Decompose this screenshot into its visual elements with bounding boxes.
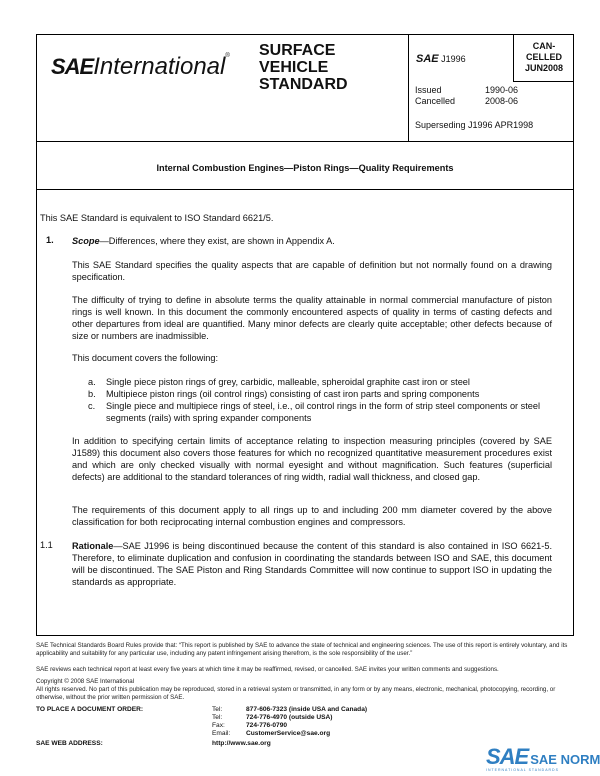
web-address-link[interactable]: http://www.sae.org	[212, 740, 271, 747]
contact-key: Fax:	[212, 722, 225, 729]
status-badge: CAN- CELLED JUN2008	[524, 41, 564, 73]
header-divider	[513, 81, 573, 82]
header-divider	[513, 35, 514, 81]
document-number: SAE J1996	[416, 53, 466, 65]
paragraph: This SAE Standard specifies the quality aspects that are capable of definition but not normally found on a drawing specification.	[72, 260, 552, 282]
contact-value: 724-776-4970 (outside USA)	[246, 714, 333, 721]
document-type-title: SURFACE VEHICLE STANDARD	[259, 42, 348, 93]
footer-copyright: Copyright © 2008 SAE International	[36, 678, 135, 685]
paragraph: The requirements of this document apply to all rings up to and including 200 mm diameter covered by the above classification for both reciprocating internal combustion engines and compressors.	[72, 505, 552, 527]
sae-norm-watermark-logo: SAE SAE NORM INTERNATIONAL STANDARDS	[486, 744, 600, 772]
document-page: SAEInternational® SURFACE VEHICLE STANDARD SAE J1996 CAN- CELLED JUN2008 Issued 1990-06 Cancelled 2008-06 Superseding J1996 APR1998 Internal Combustion Engines—Piston Rings—Quality Requirements This SAE Standard is equivalent to ISO Standard 6621/5. 1. Scope—Differences, where they exist, are shown in Appendix A. This SAE Standard specifies the quality aspects that are capable of definition but not normally found on a drawing specification. The difficulty of trying to define in absolute terms the quality attainable in normal commercial manufacture of piston rings is well known. In this document the commonly encountered aspects of quality in terms of casting defects and other departures from ideal are quantified. Many minor defects are clearly quite acceptable; other defects because of size or numbers are inadmissible. This document covers the following: a. Single piece piston rings of grey, carbidic, malleable, spheroidal graphite cast iron or steel b. Multipiece piston rings (oil control rings) consisting of cast iron parts and spring components c. Single piece and multipiece rings of steel, i.e., oil control rings in the form of strip steel components or steel segments (rails) with spring expander components In addition to specifying certain limits of acceptance relating to inspection measuring principles (covered by SAE J1589) this document also covers those features for which no recognized quantitative measurement procedures exist and which are only checked visually with normal eyesight and without magnification. Such features (superficial defects) are additional to the standard tolerances of ring width, radial wall thickness, and closed gap. The requirements of this document apply to all rings up to and including 200 mm diameter covered by the above classification for both reciprocating internal combustion engines and compressors. 1.1 Rationale—SAE J1996 is being discontinued because the content of this standard is also contained in ISO 6621-5. Therefore, to eliminate duplication and confusion in coordinating the standards between ISO and SAE, this document will be discontinued. The SAE Piston and Ring Standards Committee will now continue to support ISO in updating the standards as appropriate. SAE Technical Standards Board Rules provide that: “This report is published by SAE to advance the state of technical and engineering sciences. The use of this report is entirely voluntary, and its applicability and suitability for any particular use, including any patent infringement arising therefrom, is the sole responsibility of the user.” SAE reviews each technical report at least every five years at which time it may be reaffirmed, revised, or cancelled. SAE invites your written comments and suggestions. Copyright © 2008 SAE International All rights reserved. No part of this publication may be reproduced, stored in a retrieval system or transmitted, in any form or by any means, electronic, mechanical, photocopying, recording, or otherwise, without the prior written permission of SAE. TO PLACE A DOCUMENT ORDER: Tel: 877-606-7323 (inside USA and Canada) Tel: 724-776-4970 (outside USA) Fax: 724-776-0790 Email: CustomerService@sae.org SAE WEB ADDRESS: http://www.sae.org SAE SAE NORM INTERNATIONAL STANDARDS	[0, 0, 600, 776]
order-label: TO PLACE A DOCUMENT ORDER:	[36, 706, 144, 713]
web-label: SAE WEB ADDRESS:	[36, 740, 103, 747]
footer-rules: SAE Technical Standards Board Rules provide that: “This report is published by SAE to advance the state of technical and engineering sciences. The use of this report is entirely voluntary, and its applicability and suitability for any particular use, including any patent infringement arising therefrom, is the sole responsibility of the user.”	[36, 642, 568, 657]
intro-text: This SAE Standard is equivalent to ISO Standard 6621/5.	[40, 213, 274, 223]
contact-key: Tel:	[212, 714, 223, 721]
paragraph: The difficulty of trying to define in absolute terms the quality attainable in normal commercial manufacture of piston rings is well known. In this document the commonly encountered aspects of quality in terms of casting defects and other departures from ideal are quantified. Many minor defects are clearly quite acceptable; other defects because of size or numbers are inadmissible.	[72, 295, 552, 341]
footer-review: SAE reviews each technical report at least every five years at which time it may be reaffirmed, revised, or cancelled. SAE invites your written comments and suggestions.	[36, 666, 499, 673]
section-number: 1.	[46, 235, 54, 245]
contact-value: 877-606-7323 (inside USA and Canada)	[246, 706, 368, 713]
cancelled-date: Cancelled 2008-06	[415, 96, 519, 106]
paragraph: In addition to specifying certain limits of acceptance relating to inspection measuring principles (covered by SAE J1589) this document also covers those features for which no recognized quantitative measurement procedures exist and which are only checked visually with normal eyesight and without magnification. Such features (superficial defects) are additional to the standard tolerances of ring width, radial wall thickness, and closed gap.	[72, 436, 552, 482]
sae-international-logo: SAEInternational®	[51, 53, 230, 80]
section-1-1-rationale: Rationale—SAE J1996 is being discontinued because the content of this standard is also contained in ISO 6621-5. Therefore, to eliminate duplication and confusion in coordinating the standards between ISO and SAE, this document will be discontinued. The SAE Piston and Ring Standards Committee will now continue to support ISO in updating the standards as appropriate.	[72, 541, 552, 587]
header-divider	[408, 35, 409, 141]
header-box	[36, 34, 574, 142]
subject-box	[36, 142, 574, 190]
footer-rights: All rights reserved. No part of this publication may be reproduced, stored in a retrieval system or transmitted, in any form or by any means, electronic, mechanical, photocopying, recording, or otherwise, without the prior written permission of SAE.	[36, 686, 556, 701]
contact-key: Email:	[212, 730, 231, 737]
section-number: 1.1	[40, 540, 53, 550]
issued-date: Issued 1990-06	[415, 85, 519, 95]
contact-value: 724-776-0790	[246, 722, 288, 729]
section-1-heading: Scope—Differences, where they exist, are shown in Appendix A.	[72, 236, 335, 246]
superseding-note: Superseding J1996 APR1998	[415, 120, 534, 130]
document-subject: Internal Combustion Engines—Piston Rings—Quality Requirements	[156, 163, 454, 173]
contact-key: Tel:	[212, 706, 223, 713]
email-link[interactable]: CustomerService@sae.org	[246, 730, 331, 737]
paragraph: This document covers the following:	[72, 353, 219, 363]
